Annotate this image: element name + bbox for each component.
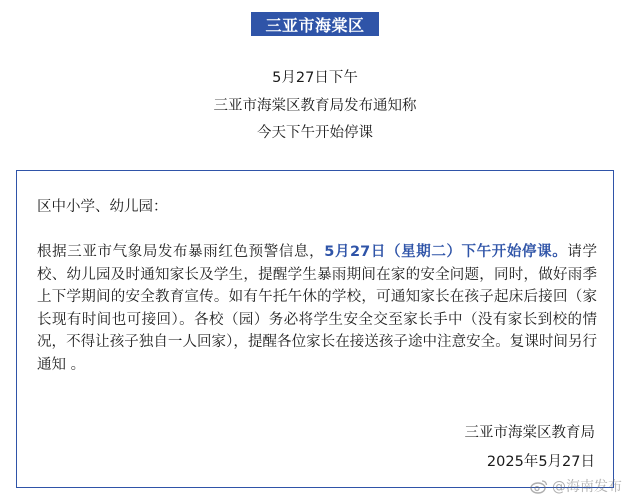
body-suffix: 请学校、幼儿园及时通知家长及学生，提醒学生暴雨期间在家的安全问题，同时，做好雨季上下学期间的安全教育宣传。如有午托午休的学校，可通知家长在孩子起床后接回（家长现有时间也可接回）。各校（园）务必将学生安全交至家长手中（没有家长到校的情况，不得让孩子独自一人回家），提醒各位家长在接送孩子途中注意安全。复课时间另行通知 。 — [37, 244, 598, 373]
notice-box — [16, 170, 614, 488]
notice-greeting: 区中小学、幼儿园： — [37, 199, 168, 215]
watermark-text: @海南发布 — [552, 479, 622, 495]
district-badge: 三亚市海棠区 — [251, 12, 379, 36]
notice-body — [37, 241, 597, 377]
weibo-icon — [530, 479, 548, 494]
body-prefix: 根据三亚市气象局发布暴雨红色预警信息， — [37, 244, 325, 260]
headline-summary: 今天下午开始停课 — [257, 125, 373, 141]
watermark — [530, 476, 622, 496]
signature-date: 2025年5月27日 — [486, 454, 595, 470]
headline-date: 5月27日下午 — [272, 70, 358, 86]
signature-org: 三亚市海棠区教育局 — [464, 425, 595, 441]
headline-source: 三亚市海棠区教育局发布通知称 — [213, 98, 417, 114]
body-highlight: 5月27日（星期二）下午开始停课。 — [324, 244, 568, 260]
